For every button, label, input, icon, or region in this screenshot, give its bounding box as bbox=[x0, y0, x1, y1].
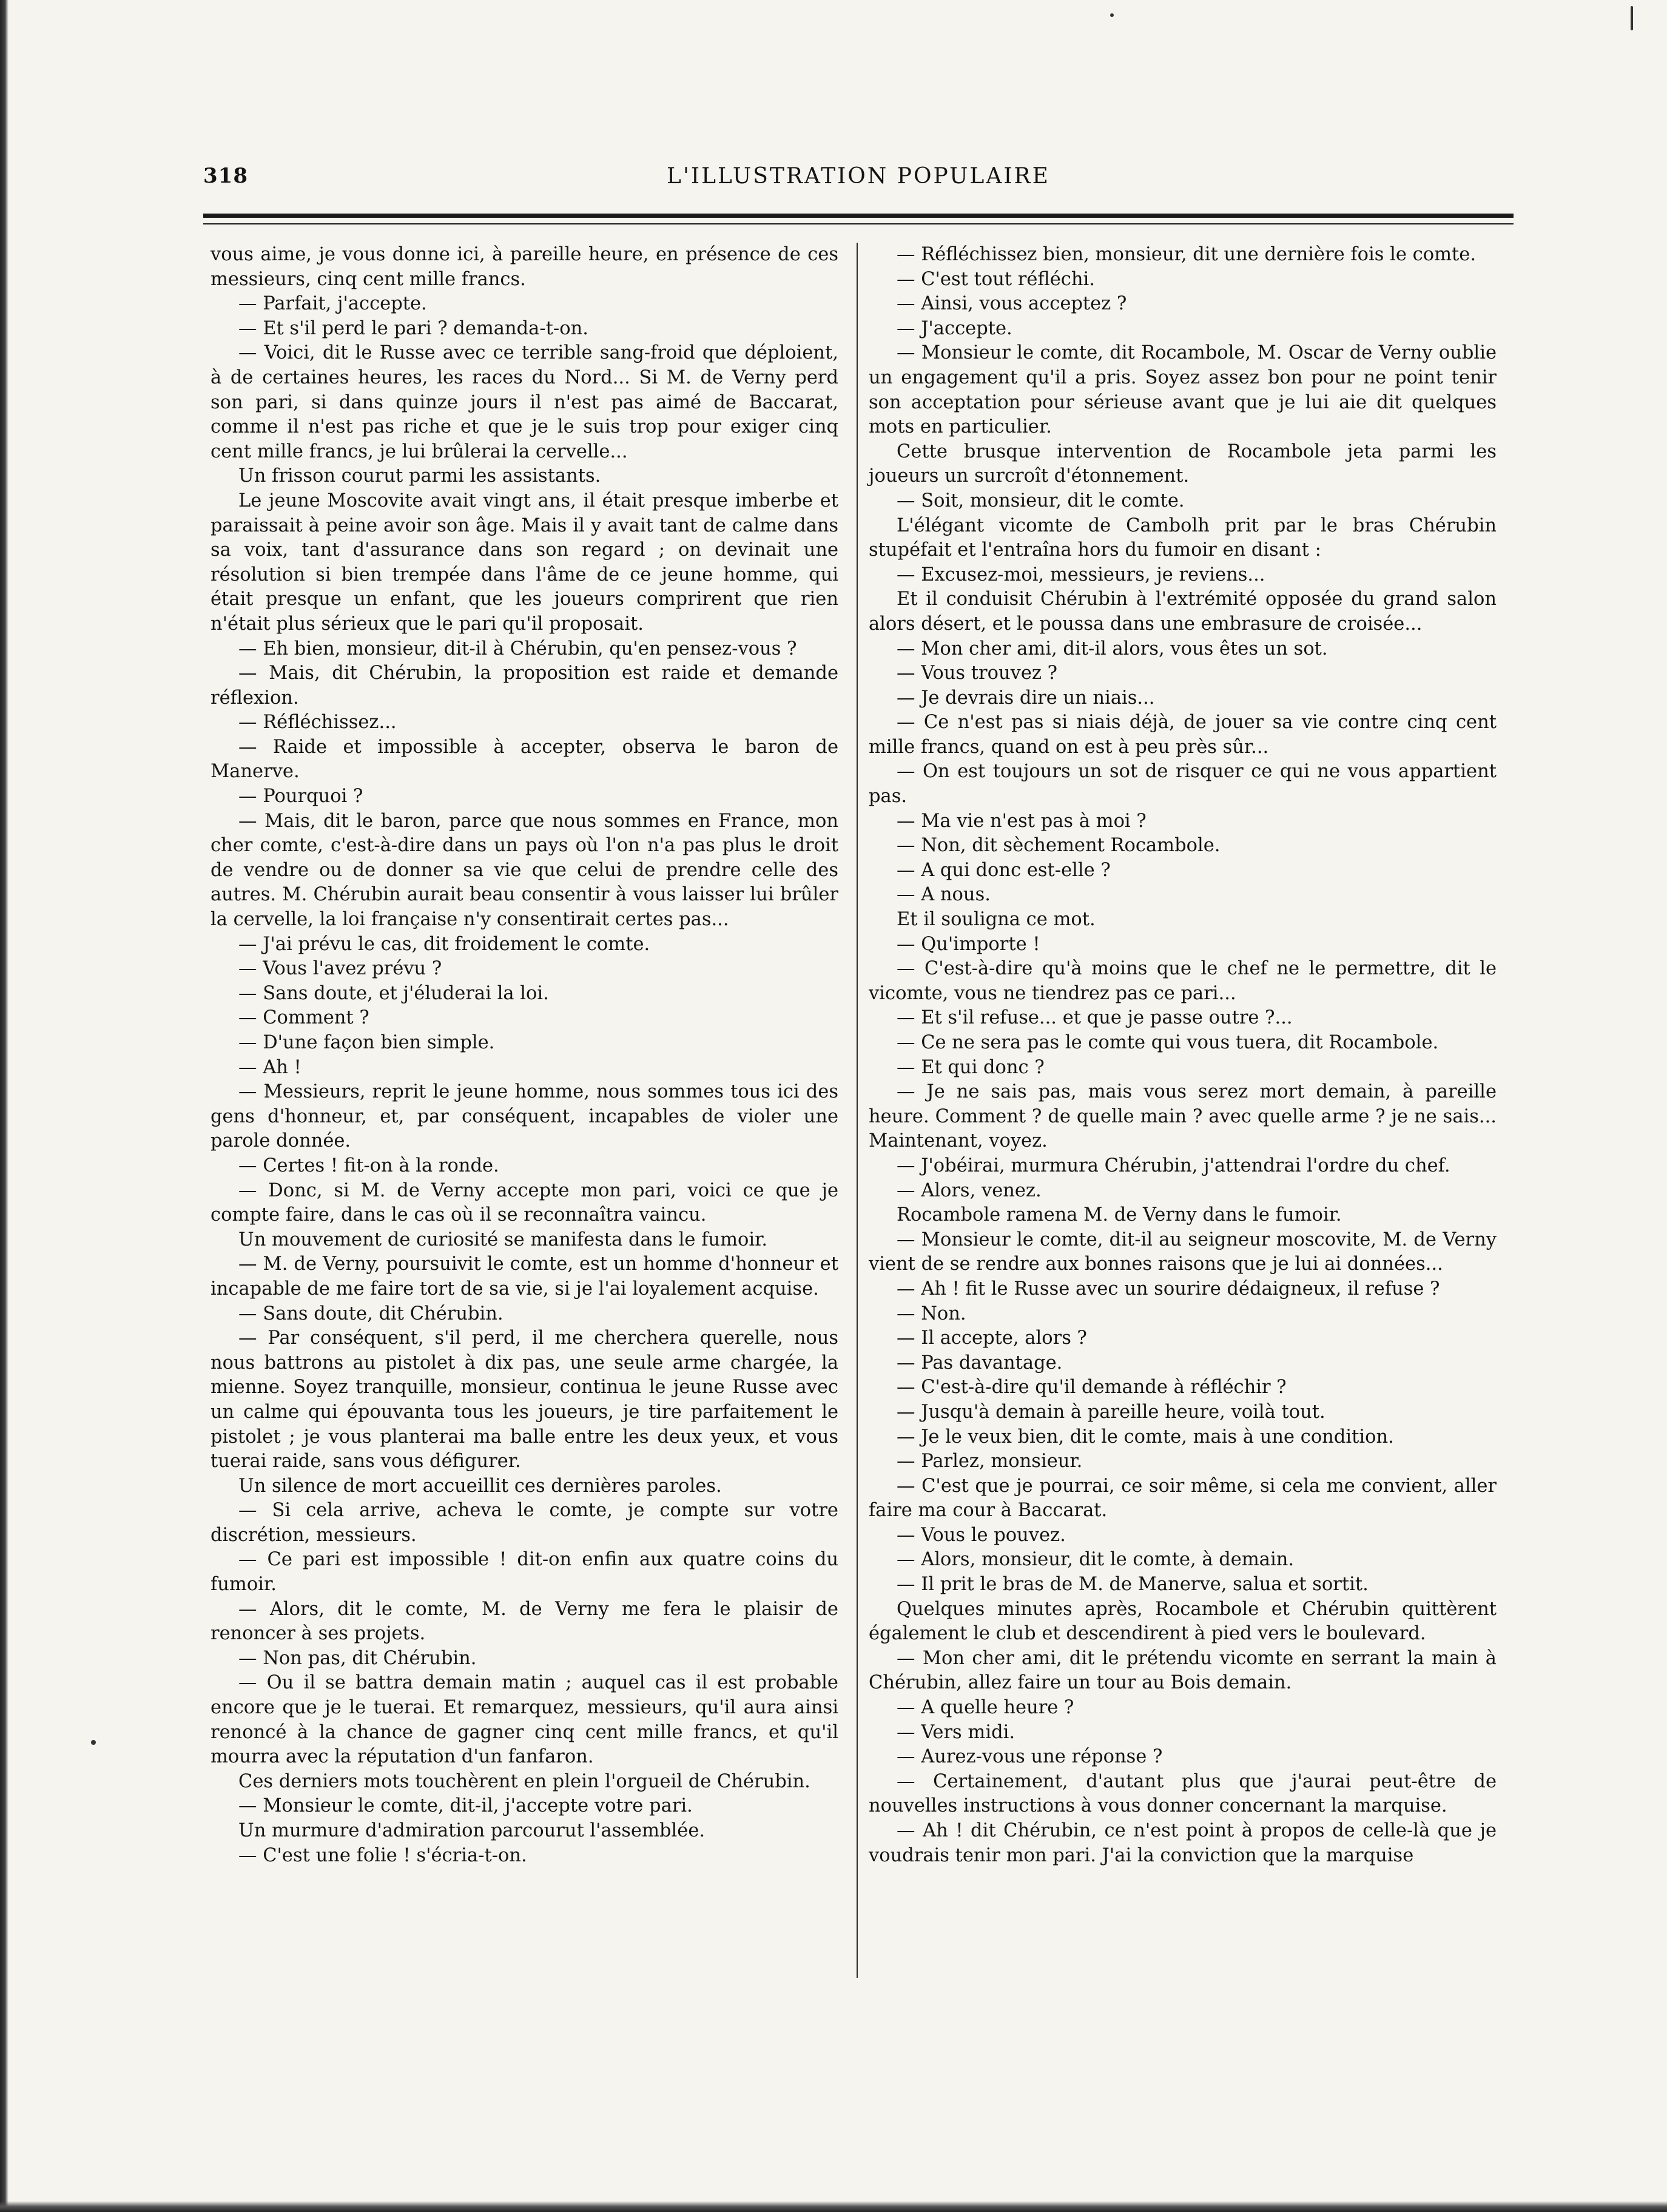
paragraph: — A qui donc est-elle ? bbox=[897, 859, 1111, 881]
paragraph: — Aurez-vous une réponse ? bbox=[897, 1746, 1163, 1768]
paragraph: — C'est-à-dire qu'il demande à réfléchir ? bbox=[897, 1377, 1287, 1398]
paragraph: — Non, dit sèchement Rocambole. bbox=[897, 835, 1221, 857]
ink-speck bbox=[1110, 13, 1114, 17]
header-rule-thin bbox=[203, 223, 1514, 224]
paragraph: — Jusqu'à demain à pareille heure, voilà tout. bbox=[897, 1401, 1325, 1423]
paragraph: — Non pas, dit Chérubin. bbox=[238, 1647, 477, 1669]
paragraph: — Voici, dit le Russe avec ce terrible sang-froid que déploient, à de certaines heures, les races du Nord... Si M. de Verny perd son pari, si dans quinze jours il n'est pas aimé de Baccarat, comme il n'est pas riche et que je le suis trop pour exiger cinq cent mille francs, je lui brûlerai la cervelle... bbox=[210, 342, 838, 462]
paragraph: — Vers midi. bbox=[897, 1721, 1015, 1743]
paragraph: — Soit, monsieur, dit le comte. bbox=[897, 490, 1185, 511]
paragraph: Et il souligna ce mot. bbox=[897, 909, 1096, 931]
paragraph: — C'est-à-dire qu'à moins que le chef ne le permettre, dit le vicomte, vous ne tiendrez pas ce pari... bbox=[869, 958, 1497, 1004]
paragraph: Cette brusque intervention de Rocambole jeta parmi les joueurs un surcroît d'étonnement. bbox=[869, 440, 1497, 487]
paragraph: — Pourquoi ? bbox=[238, 786, 363, 808]
paragraph: — Eh bien, monsieur, dit-il à Chérubin, qu'en pensez-vous ? bbox=[238, 638, 797, 659]
paragraph: — Mon cher ami, dit le prétendu vicomte en serrant la main à Chérubin, allez faire un tour au Bois demain. bbox=[869, 1647, 1497, 1694]
paragraph: — Monsieur le comte, dit-il, j'accepte votre pari. bbox=[238, 1795, 693, 1817]
paragraph: — Pas davantage. bbox=[897, 1352, 1063, 1374]
paragraph: Un mouvement de curiosité se manifesta dans le fumoir. bbox=[238, 1229, 768, 1250]
running-title: L'ILLUSTRATION POPULAIRE bbox=[667, 164, 1050, 189]
paragraph: — D'une façon bien simple. bbox=[238, 1032, 495, 1053]
paragraph: Un silence de mort accueillit ces dernières paroles. bbox=[238, 1475, 722, 1497]
paragraph: — Ma vie n'est pas à moi ? bbox=[897, 810, 1147, 832]
paragraph: — Sans doute, et j'éluderai la loi. bbox=[238, 982, 549, 1004]
paragraph: — Monsieur le comte, dit-il au seigneur moscovite, M. de Verny vient de se rendre aux bonnes raisons que je lui ai données... bbox=[869, 1229, 1497, 1275]
paragraph: — C'est tout réfléchi. bbox=[897, 268, 1095, 290]
paragraph: — C'est une folie ! s'écria-t-on. bbox=[238, 1844, 527, 1866]
paragraph: — Par conséquent, s'il perd, il me cherchera querelle, nous nous battrons au pistolet à dix pas, une seule arme chargée, la mienne. Soyez tranquille, monsieur, continua le jeune Russe avec un calme qui épouvanta tous les joueurs, je tire parfaitement le pistolet ; je vous planterai ma balle entre les deux yeux, et vous tuerai raide, sans vous défigurer. bbox=[210, 1327, 838, 1472]
paragraph: — Parfait, j'accepte. bbox=[238, 293, 427, 315]
paragraph: — Raide et impossible à accepter, observa le baron de Manerve. bbox=[210, 736, 838, 783]
paragraph: — Ce pari est impossible ! dit-on enfin aux quatre coins du fumoir. bbox=[210, 1549, 838, 1596]
paragraph: — Ou il se battra demain matin ; auquel cas il est probable encore que je le tuerai. Et remarquez, messieurs, qu'il aura ainsi renoncé à la chance de gagner cinq cent mille francs, et qu'il mourra avec la réputation d'un fanfaron. bbox=[210, 1672, 838, 1768]
paragraph: — Alors, dit le comte, M. de Verny me fera le plaisir de renoncer à ses projets. bbox=[210, 1598, 838, 1645]
paragraph: — Et qui donc ? bbox=[897, 1056, 1045, 1078]
paragraph: Un murmure d'admiration parcourut l'assemblée. bbox=[238, 1820, 706, 1841]
paragraph: — Réfléchissez... bbox=[238, 712, 397, 733]
paragraph: Le jeune Moscovite avait vingt ans, il était presque imberbe et paraissait à peine avoir son âge. Mais il y avait tant de calme dans sa voix, tant d'assurance dans son regard ; on devinait une résolution si bien trempée dans l'âme de ce jeune homme, qui était presque un enfant, que les joueurs comprirent que rien n'était plus sérieux que le pari qu'il proposait. bbox=[210, 490, 838, 635]
paragraph: — Et s'il refuse... et que je passe outre ?... bbox=[897, 1007, 1293, 1029]
paragraph: — Sans doute, dit Chérubin. bbox=[238, 1303, 503, 1324]
paragraph: L'élégant vicomte de Cambolh prit par le bras Chérubin stupéfait et l'entraîna hors du fumoir en disant : bbox=[869, 514, 1497, 561]
page-number: 318 bbox=[203, 164, 248, 188]
paragraph: — Comment ? bbox=[238, 1007, 369, 1029]
paragraph: — On est toujours un sot de risquer ce qui ne vous appartient pas. bbox=[869, 761, 1497, 808]
paragraph: — Mon cher ami, dit-il alors, vous êtes un sot. bbox=[897, 638, 1328, 659]
paragraph: Ces derniers mots touchèrent en plein l'orgueil de Chérubin. bbox=[238, 1770, 810, 1792]
paragraph: — Parlez, monsieur. bbox=[897, 1451, 1083, 1472]
column-divider bbox=[857, 243, 858, 1978]
paragraph: — A nous. bbox=[897, 884, 991, 906]
paragraph: Rocambole ramena M. de Verny dans le fumoir. bbox=[897, 1204, 1342, 1226]
paragraph: — J'ai prévu le cas, dit froidement le comte. bbox=[238, 933, 650, 955]
paragraph: — Certes ! fit-on à la ronde. bbox=[238, 1155, 499, 1176]
paragraph: — Ce n'est pas si niais déjà, de jouer sa vie contre cinq cent mille francs, quand on est à peu près sûr... bbox=[869, 712, 1497, 758]
paragraph: — Ah ! dit Chérubin, ce n'est point à propos de celle-là que je voudrais tenir mon pari. J'ai la conviction que la marquise bbox=[869, 1820, 1497, 1866]
paragraph: — Je devrais dire un niais... bbox=[897, 687, 1155, 709]
page-header bbox=[203, 164, 1514, 200]
paragraph: — Vous le pouvez. bbox=[897, 1524, 1066, 1546]
paragraph: — Donc, si M. de Verny accepte mon pari, voici ce que je compte faire, dans le cas où il se reconnaîtra vaincu. bbox=[210, 1179, 838, 1226]
paragraph: — Monsieur le comte, dit Rocambole, M. Oscar de Verny oublie un engagement qu'il a pris. Soyez assez bon pour ne point tenir son acceptation pour sérieuse avant que je lui aie dit quelques mots en particulier. bbox=[869, 342, 1497, 438]
paragraph: — Mais, dit Chérubin, la proposition est raide et demande réflexion. bbox=[210, 663, 838, 709]
paragraph: — Si cela arrive, acheva le comte, je compte sur votre discrétion, messieurs. bbox=[210, 1500, 838, 1546]
paragraph: Un frisson courut parmi les assistants. bbox=[238, 465, 601, 487]
paragraph: — Je ne sais pas, mais vous serez mort demain, à pareille heure. Comment ? de quelle main ? avec quelle arme ? je ne sais... Maintenant, voyez. bbox=[869, 1081, 1497, 1152]
paragraph: — Excusez-moi, messieurs, je reviens... bbox=[897, 564, 1265, 585]
paragraph: — M. de Verny, poursuivit le comte, est un homme d'honneur et incapable de me faire tort de sa vie, si je l'ai loyalement acquise. bbox=[210, 1253, 838, 1300]
paragraph: — Ah ! bbox=[238, 1056, 301, 1078]
ink-speck bbox=[91, 1740, 96, 1745]
paragraph: — Et s'il perd le pari ? demanda-t-on. bbox=[238, 317, 588, 339]
ink-speck bbox=[1631, 6, 1633, 30]
text-column-right bbox=[869, 243, 1497, 1868]
paragraph: — Ah ! fit le Russe avec un sourire dédaigneux, il refuse ? bbox=[897, 1278, 1440, 1300]
paragraph: — A quelle heure ? bbox=[897, 1697, 1074, 1719]
paragraph: — J'obéirai, murmura Chérubin, j'attendrai l'ordre du chef. bbox=[897, 1155, 1450, 1176]
paragraph: — Non. bbox=[897, 1303, 966, 1324]
paragraph: — Mais, dit le baron, parce que nous sommes en France, mon cher comte, c'est-à-dire dans un pays où l'on n'a pas plus le droit de vendre ou de donner sa vie que celui de prendre celle des autres. M. Chérubin aurait beau consentir à vous laisser lui brûler la cervelle, la loi française n'y consentirait certes pas... bbox=[210, 810, 838, 931]
text-column-left bbox=[210, 243, 838, 1868]
paragraph: — Ce ne sera pas le comte qui vous tuera, dit Rocambole. bbox=[897, 1032, 1439, 1053]
paragraph: — Je le veux bien, dit le comte, mais à une condition. bbox=[897, 1426, 1394, 1448]
paragraph: — Réfléchissez bien, monsieur, dit une dernière fois le comte. bbox=[897, 244, 1477, 265]
paragraph: — Vous l'avez prévu ? bbox=[238, 958, 442, 980]
paragraph: Quelques minutes après, Rocambole et Chérubin quittèrent également le club et descendirent à pied vers le boulevard. bbox=[869, 1598, 1497, 1645]
paragraph: — Il prit le bras de M. de Manerve, salua et sortit. bbox=[897, 1574, 1369, 1596]
paragraph: vous aime, je vous donne ici, à pareille heure, en présence de ces messieurs, cinq cent mille francs. bbox=[210, 244, 838, 290]
paragraph: — J'accepte. bbox=[897, 317, 1012, 339]
paragraph: — Qu'importe ! bbox=[897, 933, 1040, 955]
paragraph: — Alors, venez. bbox=[897, 1179, 1042, 1201]
paragraph: — Il accepte, alors ? bbox=[897, 1327, 1087, 1349]
page-edge-bottom bbox=[0, 2201, 1667, 2212]
header-rule-thick bbox=[203, 214, 1514, 218]
paragraph: — Certainement, d'autant plus que j'aurai peut-être de nouvelles instructions à vous donner concernant la marquise. bbox=[869, 1770, 1497, 1817]
paragraph: — Messieurs, reprit le jeune homme, nous sommes tous ici des gens d'honneur, et, par conséquent, incapables de violer une parole donnée. bbox=[210, 1081, 838, 1152]
page-edge-left bbox=[0, 0, 8, 2212]
paragraph: — Vous trouvez ? bbox=[897, 663, 1058, 684]
paragraph: — Ainsi, vous acceptez ? bbox=[897, 293, 1127, 315]
paragraph: — Alors, monsieur, dit le comte, à demain. bbox=[897, 1549, 1295, 1571]
paragraph: Et il conduisit Chérubin à l'extrémité opposée du grand salon alors désert, et le poussa dans une embrasure de croisée... bbox=[869, 588, 1497, 635]
paragraph: — C'est que je pourrai, ce soir même, si cela me convient, aller faire ma cour à Baccarat. bbox=[869, 1475, 1497, 1522]
